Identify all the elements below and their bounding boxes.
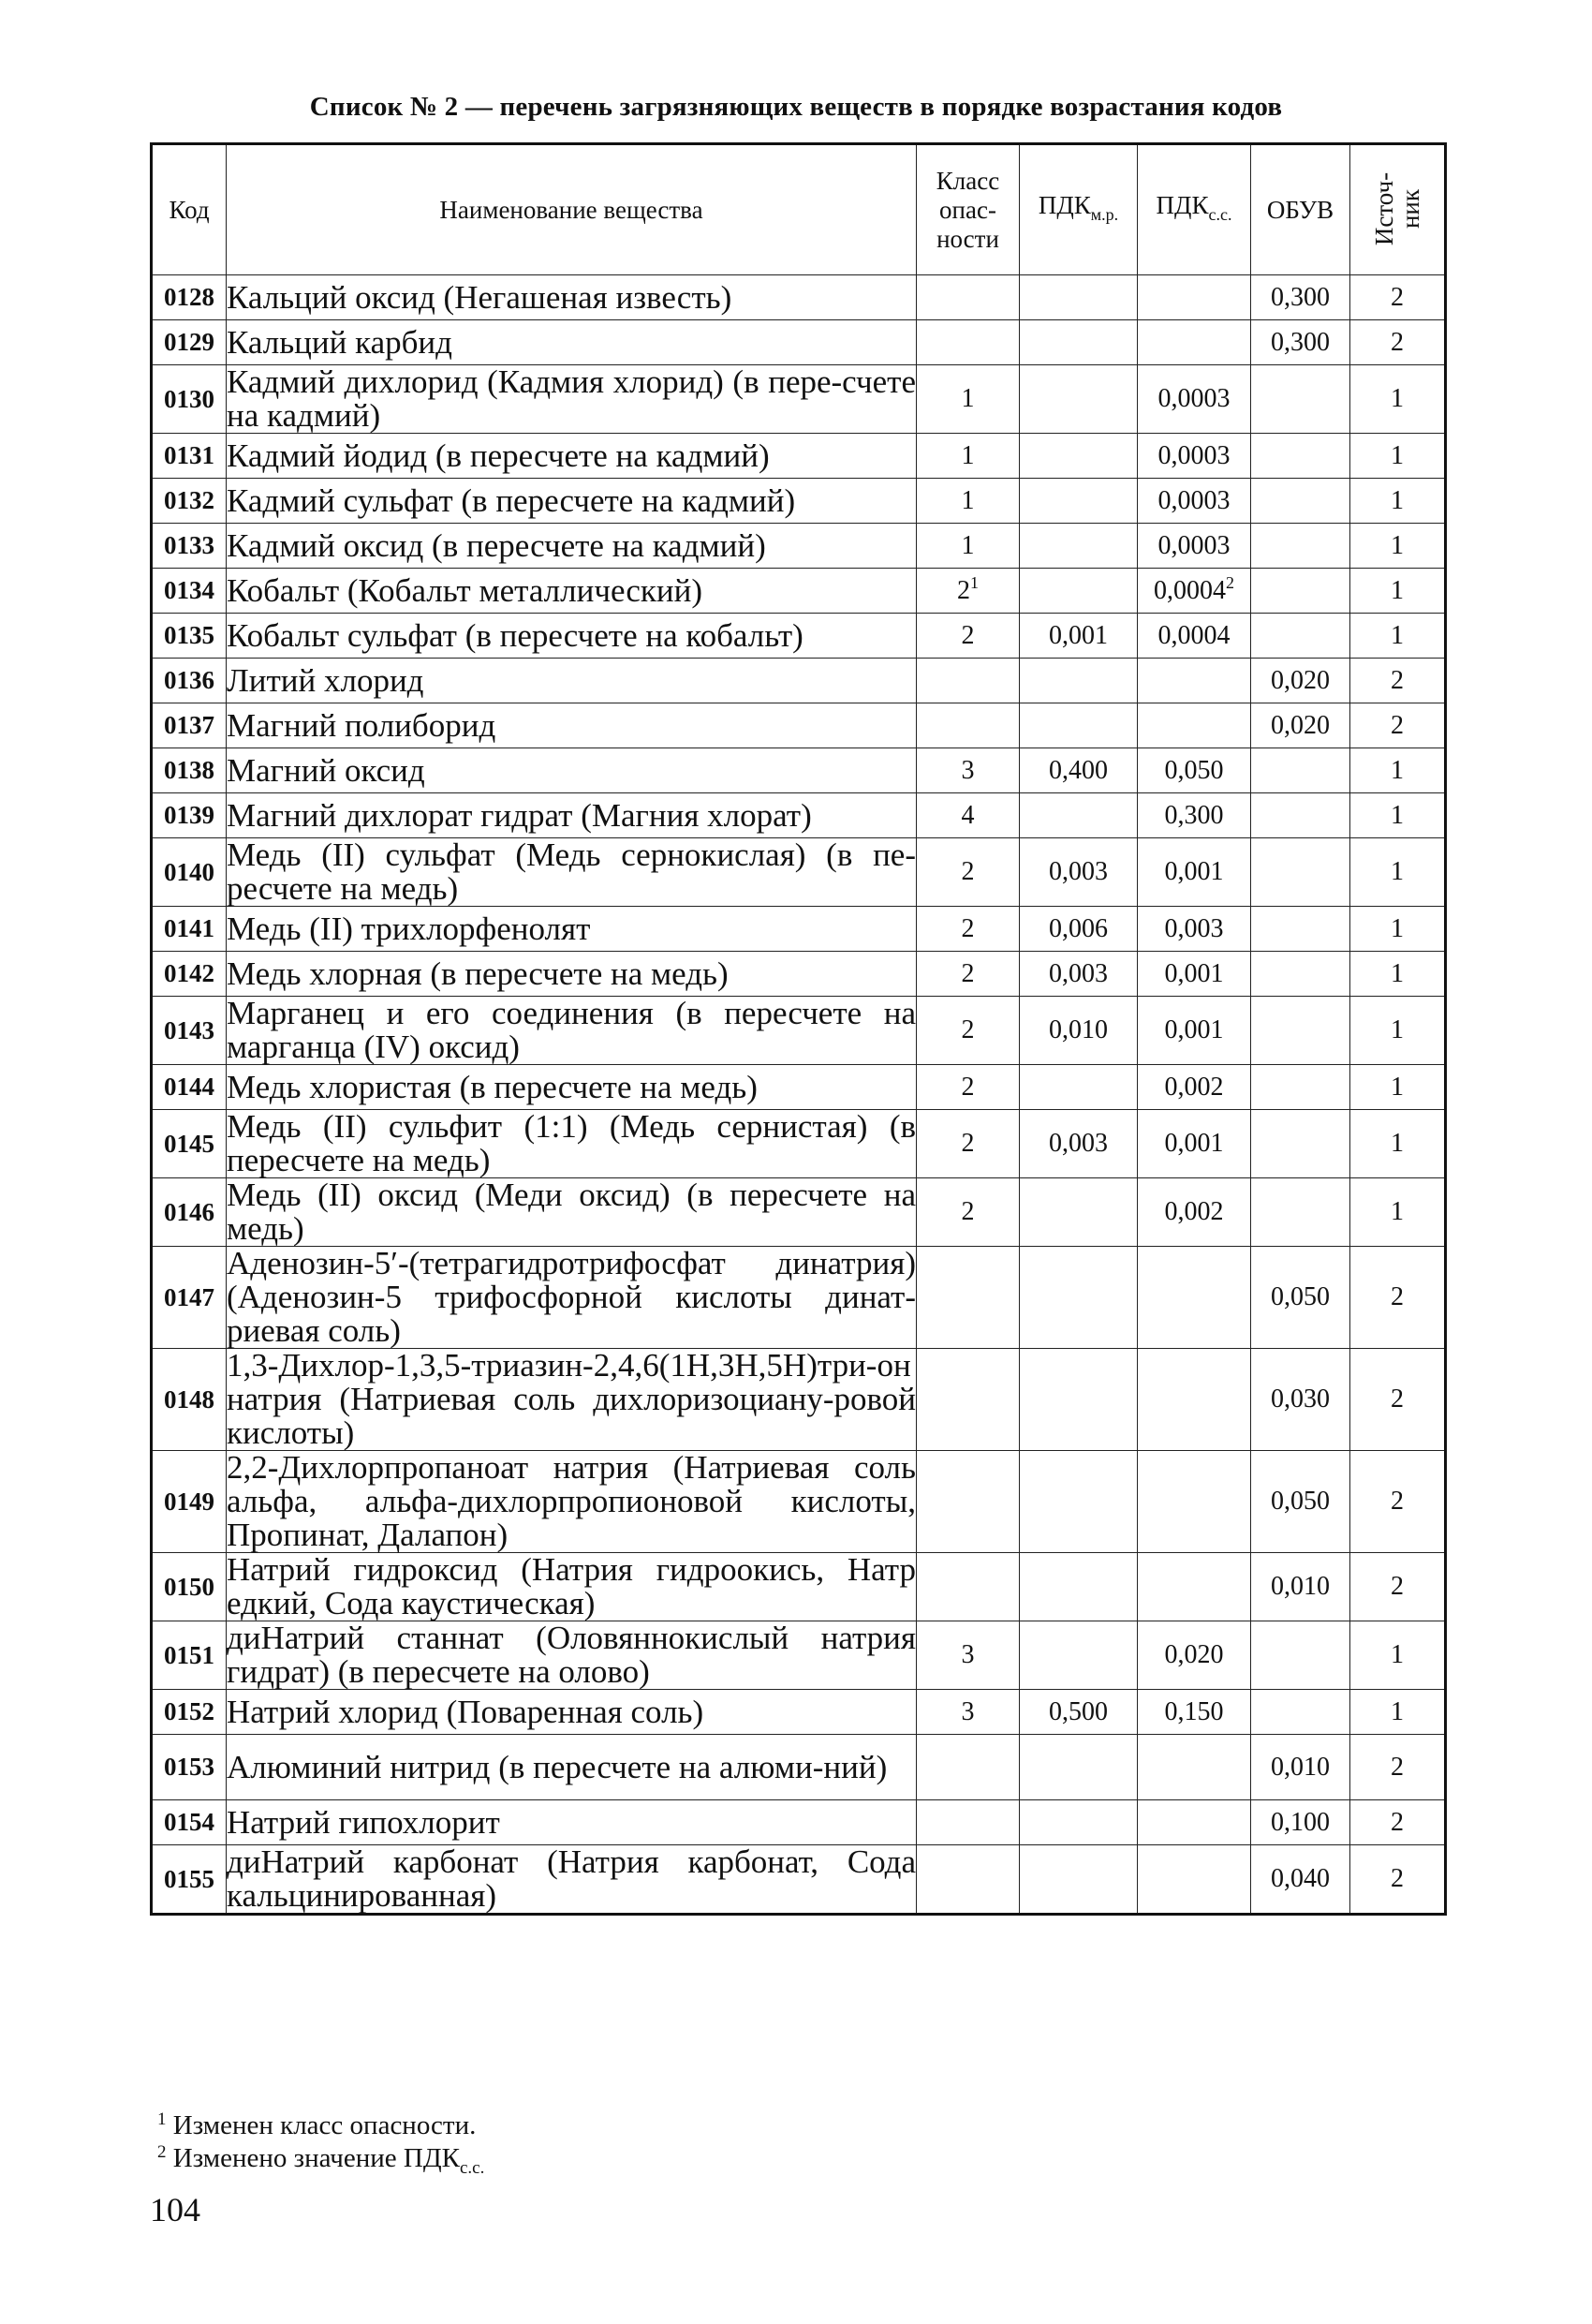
table-row xyxy=(152,1110,1446,1178)
row-pdk-mr: 0,010 xyxy=(1020,997,1138,1065)
row-obuv: 0,010 xyxy=(1251,1553,1350,1621)
row-pdk-mr: 0,001 xyxy=(1020,614,1138,659)
row-hazard-class: 2 xyxy=(917,1110,1020,1178)
row-source: 2 xyxy=(1350,1349,1446,1451)
row-source: 1 xyxy=(1350,1065,1446,1110)
row-hazard-class: 2 xyxy=(917,907,1020,952)
row-hazard-class xyxy=(917,275,1020,320)
header-obuv: ОБУВ xyxy=(1251,144,1350,275)
row-name: Магний оксид xyxy=(227,748,917,793)
row-code: 0137 xyxy=(152,703,227,748)
row-code: 0148 xyxy=(152,1349,227,1451)
row-hazard-class xyxy=(917,659,1020,703)
row-pdk-ss: 0,300 xyxy=(1138,793,1251,838)
row-source: 2 xyxy=(1350,1553,1446,1621)
row-hazard-class: 2 xyxy=(917,1178,1020,1247)
table-row xyxy=(152,275,1446,320)
row-pdk-mr: 0,500 xyxy=(1020,1690,1138,1735)
table-row xyxy=(152,1349,1446,1451)
footnote-1: $^1$ Изменен класс опасности. xyxy=(157,2109,477,2140)
row-pdk-ss: 0,001 xyxy=(1138,997,1251,1065)
row-name: Медь (II) сульфит (1:1) (Медь сернистая) (в пересчете на медь) xyxy=(227,1108,916,1178)
row-code: 0130 xyxy=(152,365,227,434)
row-source: 2 xyxy=(1350,703,1446,748)
row-code: 0143 xyxy=(152,997,227,1065)
row-pdk-ss: 0,001 xyxy=(1138,952,1251,997)
row-source: 2 xyxy=(1350,275,1446,320)
row-code: 0139 xyxy=(152,793,227,838)
row-obuv xyxy=(1251,1110,1350,1178)
row-name: Натрий гипохлорит xyxy=(227,1800,917,1845)
table-row xyxy=(152,997,1446,1065)
row-source: 1 xyxy=(1350,614,1446,659)
row-code: 0131 xyxy=(152,434,227,479)
row-hazard-class: 2 xyxy=(917,1065,1020,1110)
row-source: 1 xyxy=(1350,1621,1446,1690)
table-row xyxy=(152,524,1446,569)
row-pdk-mr xyxy=(1020,1845,1138,1915)
row-obuv xyxy=(1251,1690,1350,1735)
row-source: 1 xyxy=(1350,793,1446,838)
footnote-mark: 2 xyxy=(1226,572,1234,592)
row-pdk-mr xyxy=(1020,524,1138,569)
header-hazard-class: Класс опас- ности xyxy=(917,144,1020,275)
row-obuv xyxy=(1251,434,1350,479)
row-pdk-mr xyxy=(1020,1065,1138,1110)
row-obuv xyxy=(1251,614,1350,659)
row-pdk-ss: 0,0003 xyxy=(1138,479,1251,524)
row-name: диНатрий станнат (Оловяннокислый натрия гидрат) (в пересчете на олово) xyxy=(227,1620,916,1690)
table-row xyxy=(152,1621,1446,1690)
row-pdk-mr xyxy=(1020,659,1138,703)
row-name: Алюминий нитрид (в пересчете на алюми-ний) xyxy=(227,1735,917,1800)
row-pdk-ss: 0,001 xyxy=(1138,1110,1251,1178)
row-hazard-class: 2 xyxy=(917,838,1020,907)
row-pdk-ss: 0,050 xyxy=(1138,748,1251,793)
row-pdk-ss xyxy=(1138,1735,1251,1800)
row-obuv: 0,040 xyxy=(1251,1845,1350,1915)
row-pdk-mr xyxy=(1020,365,1138,434)
row-pdk-mr xyxy=(1020,479,1138,524)
row-source: 1 xyxy=(1350,479,1446,524)
row-pdk-mr xyxy=(1020,434,1138,479)
row-code: 0150 xyxy=(152,1553,227,1621)
row-source: 2 xyxy=(1350,1800,1446,1845)
header-row xyxy=(152,144,1446,275)
row-source: 2 xyxy=(1350,320,1446,365)
row-code: 0145 xyxy=(152,1110,227,1178)
row-pdk-ss xyxy=(1138,1247,1251,1349)
row-name: Медь (II) сульфат (Медь сернокислая) (в пе-ресчете на медь) xyxy=(227,836,916,907)
row-pdk-ss xyxy=(1138,703,1251,748)
table-row xyxy=(152,1690,1446,1735)
row-source: 2 xyxy=(1350,1247,1446,1349)
row-source: 1 xyxy=(1350,748,1446,793)
row-pdk-ss: 0,0004$^2$ xyxy=(1138,569,1251,614)
table-row xyxy=(152,748,1446,793)
row-obuv xyxy=(1251,569,1350,614)
row-hazard-class: 2 xyxy=(917,614,1020,659)
row-name: Литий хлорид xyxy=(227,659,917,703)
row-obuv: 0,020 xyxy=(1251,659,1350,703)
table-body xyxy=(152,275,1446,1915)
row-pdk-ss xyxy=(1138,1349,1251,1451)
row-source: 2 xyxy=(1350,659,1446,703)
row-name: Магний полиборид xyxy=(227,703,917,748)
header-code: Код xyxy=(152,144,227,275)
row-source: 2 xyxy=(1350,1451,1446,1553)
row-pdk-ss: 0,150 xyxy=(1138,1690,1251,1735)
table-row xyxy=(152,1247,1446,1349)
row-obuv: 0,010 xyxy=(1251,1735,1350,1800)
table-row xyxy=(152,365,1446,434)
row-obuv xyxy=(1251,952,1350,997)
row-hazard-class xyxy=(917,1553,1020,1621)
row-hazard-class xyxy=(917,1845,1020,1915)
row-name: Кадмий дихлорид (Кадмия хлорид) (в пере-счете на кадмий) xyxy=(227,363,916,434)
row-source: 1 xyxy=(1350,365,1446,434)
row-name: Медь хлористая (в пересчете на медь) xyxy=(227,1065,917,1110)
row-pdk-ss xyxy=(1138,1451,1251,1553)
table-row xyxy=(152,1735,1446,1800)
row-pdk-mr xyxy=(1020,1800,1138,1845)
table-row xyxy=(152,479,1446,524)
table-row xyxy=(152,1845,1446,1915)
row-pdk-mr xyxy=(1020,1178,1138,1247)
row-pdk-mr: 0,006 xyxy=(1020,907,1138,952)
row-name: Кадмий сульфат (в пересчете на кадмий) xyxy=(227,479,917,524)
row-code: 0142 xyxy=(152,952,227,997)
table-row xyxy=(152,1553,1446,1621)
row-source: 1 xyxy=(1350,524,1446,569)
row-name: Кобальт (Кобальт металлический) xyxy=(227,569,917,614)
row-name: 1,3-Дихлор-1,3,5-триазин-2,4,6(1Н,3Н,5Н)три-он натрия (Натриевая соль дихлоризоциану-ровой кислоты) xyxy=(227,1347,916,1451)
row-name: Медь (II) трихлорфенолят xyxy=(227,907,917,952)
row-name: Натрий хлорид (Поваренная соль) xyxy=(227,1690,917,1735)
table-row xyxy=(152,952,1446,997)
page-number: 104 xyxy=(150,2191,200,2228)
row-pdk-ss: 0,0003 xyxy=(1138,365,1251,434)
table-row xyxy=(152,1178,1446,1247)
row-hazard-class xyxy=(917,1247,1020,1349)
row-source: 1 xyxy=(1350,1178,1446,1247)
row-source: 1 xyxy=(1350,952,1446,997)
row-code: 0155 xyxy=(152,1845,227,1915)
table-row xyxy=(152,569,1446,614)
row-hazard-class: 3 xyxy=(917,1690,1020,1735)
row-source: 1 xyxy=(1350,997,1446,1065)
row-name: Натрий гидроксид (Натрия гидроокись, Натр едкий, Сода каустическая) xyxy=(227,1551,916,1621)
row-name: Кальций оксид (Негашеная известь) xyxy=(227,275,917,320)
row-name: Кадмий оксид (в пересчете на кадмий) xyxy=(227,524,917,569)
row-code: 0140 xyxy=(152,838,227,907)
row-source: 1 xyxy=(1350,569,1446,614)
header-pdk-mr: $ПДК_{м.р.}$ xyxy=(1020,144,1138,275)
table-row xyxy=(152,907,1446,952)
table-row xyxy=(152,838,1446,907)
row-pdk-mr xyxy=(1020,275,1138,320)
row-obuv: 0,300 xyxy=(1251,275,1350,320)
row-source: 2 xyxy=(1350,1845,1446,1915)
row-pdk-mr xyxy=(1020,1247,1138,1349)
table-row xyxy=(152,659,1446,703)
row-pdk-mr xyxy=(1020,703,1138,748)
row-pdk-mr xyxy=(1020,1735,1138,1800)
row-source: 1 xyxy=(1350,1690,1446,1735)
row-hazard-class xyxy=(917,1451,1020,1553)
row-pdk-ss: 0,003 xyxy=(1138,907,1251,952)
row-code: 0128 xyxy=(152,275,227,320)
row-name: Марганец и его соединения (в пересчете на марганца (IV) оксид) xyxy=(227,995,916,1065)
row-code: 0134 xyxy=(152,569,227,614)
table-row xyxy=(152,1451,1446,1553)
header-source: Источ- ник xyxy=(1350,144,1446,275)
row-obuv xyxy=(1251,997,1350,1065)
row-code: 0153 xyxy=(152,1735,227,1800)
substances-table xyxy=(150,142,1447,1916)
row-name: Кальций карбид xyxy=(227,320,917,365)
row-obuv xyxy=(1251,748,1350,793)
row-pdk-ss xyxy=(1138,1553,1251,1621)
row-hazard-class: 1 xyxy=(917,524,1020,569)
row-code: 0149 xyxy=(152,1451,227,1553)
row-code: 0154 xyxy=(152,1800,227,1845)
row-hazard-class xyxy=(917,1800,1020,1845)
row-name: диНатрий карбонат (Натрия карбонат, Сода кальцинированная) xyxy=(227,1843,916,1914)
row-name: Медь хлорная (в пересчете на медь) xyxy=(227,952,917,997)
row-pdk-mr: 0,400 xyxy=(1020,748,1138,793)
header-name: Наименование вещества xyxy=(227,144,917,275)
row-obuv xyxy=(1251,1621,1350,1690)
row-pdk-mr: 0,003 xyxy=(1020,952,1138,997)
row-obuv xyxy=(1251,907,1350,952)
row-name: Магний дихлорат гидрат (Магния хлорат) xyxy=(227,793,917,838)
row-pdk-mr xyxy=(1020,1451,1138,1553)
row-hazard-class: 4 xyxy=(917,793,1020,838)
row-name: 2,2-Дихлорпропаноат натрия (Натриевая соль альфа, альфа-дихлорпропионовой кислоты, Пропинат, Далапон) xyxy=(227,1449,916,1553)
row-pdk-mr: 0,003 xyxy=(1020,838,1138,907)
row-name: Кобальт сульфат (в пересчете на кобальт) xyxy=(227,614,917,659)
row-pdk-ss: 0,002 xyxy=(1138,1065,1251,1110)
row-name: Аденозин-5′-(тетрагидротрифосфат динатрия) (Аденозин-5 трифосфорной кислоты динат-риевая соль) xyxy=(227,1245,916,1349)
row-pdk-ss xyxy=(1138,1800,1251,1845)
row-pdk-mr xyxy=(1020,1349,1138,1451)
row-pdk-ss xyxy=(1138,320,1251,365)
row-pdk-ss: 0,020 xyxy=(1138,1621,1251,1690)
row-name: Медь (II) оксид (Меди оксид) (в пересчете на медь) xyxy=(227,1177,916,1247)
row-code: 0147 xyxy=(152,1247,227,1349)
footnote-2: $^2$ Изменено значение $ПДК_{с.с.}$ xyxy=(157,2142,485,2178)
row-code: 0146 xyxy=(152,1178,227,1247)
row-source: 2 xyxy=(1350,1735,1446,1800)
row-code: 0144 xyxy=(152,1065,227,1110)
row-hazard-class xyxy=(917,1349,1020,1451)
row-obuv xyxy=(1251,838,1350,907)
row-obuv xyxy=(1251,793,1350,838)
row-pdk-mr: 0,003 xyxy=(1020,1110,1138,1178)
table-row xyxy=(152,614,1446,659)
row-obuv: 0,050 xyxy=(1251,1247,1350,1349)
row-hazard-class: 3 xyxy=(917,748,1020,793)
table-row xyxy=(152,320,1446,365)
row-hazard-class: 1 xyxy=(917,434,1020,479)
row-pdk-ss: 0,0003 xyxy=(1138,524,1251,569)
row-pdk-mr xyxy=(1020,793,1138,838)
row-pdk-mr xyxy=(1020,1553,1138,1621)
row-hazard-class: $2^1$ xyxy=(917,569,1020,614)
row-hazard-class: 3 xyxy=(917,1621,1020,1690)
footnote-mark: 1 xyxy=(970,572,979,592)
row-obuv: 0,050 xyxy=(1251,1451,1350,1553)
page-title: Список № 2 — перечень загрязняющих веществ в порядке возрастания кодов xyxy=(309,92,1283,122)
row-source: 1 xyxy=(1350,1110,1446,1178)
row-hazard-class: 2 xyxy=(917,952,1020,997)
row-hazard-class xyxy=(917,320,1020,365)
row-pdk-ss: 0,001 xyxy=(1138,838,1251,907)
row-code: 0136 xyxy=(152,659,227,703)
row-code: 0135 xyxy=(152,614,227,659)
row-code: 0129 xyxy=(152,320,227,365)
row-code: 0132 xyxy=(152,479,227,524)
row-pdk-mr xyxy=(1020,320,1138,365)
row-source: 1 xyxy=(1350,907,1446,952)
row-code: 0141 xyxy=(152,907,227,952)
row-code: 0152 xyxy=(152,1690,227,1735)
row-code: 0151 xyxy=(152,1621,227,1690)
table-row xyxy=(152,793,1446,838)
row-name: Кадмий йодид (в пересчете на кадмий) xyxy=(227,434,917,479)
row-pdk-ss: 0,002 xyxy=(1138,1178,1251,1247)
row-obuv: 0,030 xyxy=(1251,1349,1350,1451)
row-pdk-ss xyxy=(1138,659,1251,703)
row-pdk-ss: 0,0004 xyxy=(1138,614,1251,659)
row-source: 1 xyxy=(1350,838,1446,907)
row-pdk-mr xyxy=(1020,1621,1138,1690)
row-code: 0133 xyxy=(152,524,227,569)
row-obuv xyxy=(1251,1065,1350,1110)
table-row xyxy=(152,1800,1446,1845)
row-obuv: 0,100 xyxy=(1251,1800,1350,1845)
row-hazard-class xyxy=(917,703,1020,748)
table-row xyxy=(152,434,1446,479)
row-obuv xyxy=(1251,365,1350,434)
row-hazard-class: 1 xyxy=(917,365,1020,434)
row-obuv: 0,300 xyxy=(1251,320,1350,365)
table-row xyxy=(152,1065,1446,1110)
table-row xyxy=(152,703,1446,748)
row-pdk-ss: 0,0003 xyxy=(1138,434,1251,479)
row-obuv: 0,020 xyxy=(1251,703,1350,748)
row-pdk-ss xyxy=(1138,1845,1251,1915)
header-pdk-ss: $ПДК_{с.с.}$ xyxy=(1138,144,1251,275)
row-obuv xyxy=(1251,479,1350,524)
row-hazard-class: 2 xyxy=(917,997,1020,1065)
row-code: 0138 xyxy=(152,748,227,793)
row-hazard-class: 1 xyxy=(917,479,1020,524)
row-pdk-ss xyxy=(1138,275,1251,320)
row-obuv xyxy=(1251,524,1350,569)
row-pdk-mr xyxy=(1020,569,1138,614)
row-obuv xyxy=(1251,1178,1350,1247)
row-source: 1 xyxy=(1350,434,1446,479)
row-hazard-class xyxy=(917,1735,1020,1800)
